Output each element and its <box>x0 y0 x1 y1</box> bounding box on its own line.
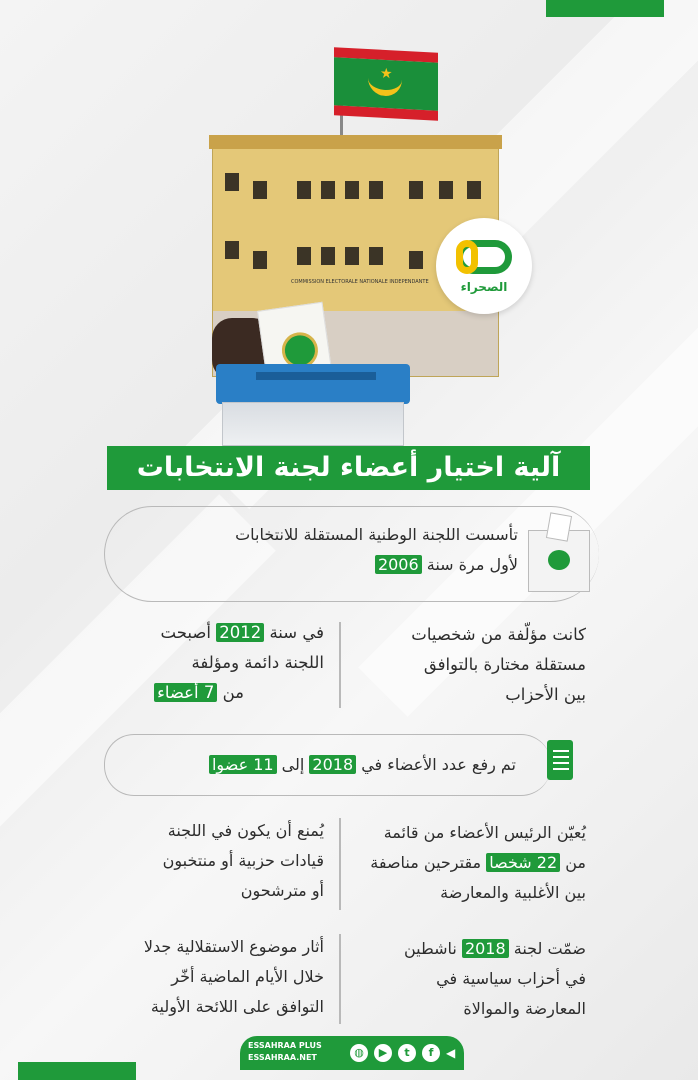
building-sign: COMMISSION ELECTORALE NATIONALE INDEPENDANTE <box>291 279 429 285</box>
logo-text: الصحراء <box>460 280 508 294</box>
page-title: آلية اختيار أعضاء لجنة الانتخابات <box>107 446 590 490</box>
appointment-line: يُعيّن الرئيس الأعضاء من قائمة <box>383 823 586 842</box>
ballot-box-slot <box>256 372 376 380</box>
founding-line <box>158 550 518 580</box>
permanence-line <box>102 678 324 708</box>
ballot-box <box>222 402 404 446</box>
brand-url: ESSAHRAA.NET <box>248 1053 317 1062</box>
permanence-prefix: من <box>222 683 244 702</box>
appointment-line: بين الأغلبية والمعارضة <box>440 883 586 902</box>
increase-prefix: تم رفع عدد الأعضاء في <box>361 755 516 774</box>
permanence-suffix: أصبحت <box>160 623 211 642</box>
essahraa-logo <box>436 218 532 314</box>
ballot-box-lid <box>216 364 410 404</box>
highlight-members: 11 عضوا <box>209 755 277 774</box>
appointment-suffix: مقترحين مناصفة <box>370 853 482 872</box>
membership-text <box>336 934 586 1024</box>
highlight-year: 2006 <box>375 555 422 574</box>
membership-prefix: ضمّت لجنة <box>513 939 586 958</box>
twitter-icon[interactable]: t <box>398 1044 416 1062</box>
youtube-icon[interactable]: ▶ <box>374 1044 392 1062</box>
prohibition-line: يُمنع أن يكون في اللجنة <box>167 821 324 840</box>
ballot-box-icon <box>528 514 588 594</box>
increase-middle: إلى <box>281 755 305 774</box>
scroll-icon <box>543 740 577 780</box>
play-arrow-icon: ◀ <box>446 1046 456 1060</box>
membership-line: المعارضة والموالاة <box>463 999 586 1018</box>
appointment-text <box>336 818 586 908</box>
controversy-line: خلال الأيام الماضية أخّر <box>171 967 324 986</box>
membership-line <box>336 934 586 964</box>
highlight-year: 2012 <box>216 623 264 642</box>
top-accent-bar <box>546 0 664 17</box>
prohibition-line: أو مترشحون <box>240 881 324 900</box>
highlight-count: 22 شخصا <box>486 853 560 872</box>
appointment-prefix: من <box>565 853 586 872</box>
footer-bar <box>240 1036 464 1070</box>
bottom-accent-bar <box>18 1062 136 1080</box>
facebook-icon[interactable]: f <box>422 1044 440 1062</box>
prohibition-text <box>94 816 324 906</box>
globe-icon[interactable]: ◍ <box>350 1044 368 1062</box>
composition-text <box>340 620 586 710</box>
founding-prefix: لأول مرة سنة <box>426 555 518 574</box>
mauritania-flag: ★ <box>334 47 438 120</box>
membership-line: في أحزاب سياسية في <box>436 969 586 988</box>
highlight-year: 2018 <box>462 939 509 958</box>
founding-line: تأسست اللجنة الوطنية المستقلة للانتخابات <box>235 525 518 544</box>
appointment-line <box>336 848 586 878</box>
founding-text <box>158 520 518 580</box>
permanence-prefix: في سنة <box>269 623 324 642</box>
composition-line: كانت مؤلّفة من شخصيات <box>411 625 586 644</box>
permanence-text <box>102 618 324 708</box>
permanence-line <box>102 618 324 648</box>
composition-line: مستقلة مختارة بالتوافق <box>423 655 586 674</box>
highlight-year: 2018 <box>309 755 356 774</box>
brand-name: ESSAHRAA PLUS <box>248 1041 322 1050</box>
membership-suffix: ناشطين <box>403 939 457 958</box>
prohibition-line: قيادات حزبية أو منتخبون <box>162 851 324 870</box>
increase-text <box>116 750 516 780</box>
footer-brand <box>248 1040 322 1064</box>
controversy-text <box>84 932 324 1022</box>
controversy-line: أثار موضوع الاستقلالية جدلا <box>143 937 324 956</box>
controversy-line: التوافق على اللائحة الأولية <box>150 997 324 1016</box>
highlight-members: 7 أعضاء <box>154 683 217 702</box>
composition-line: بين الأحزاب <box>505 685 586 704</box>
permanence-line: اللجنة دائمة ومؤلفة <box>191 653 324 672</box>
